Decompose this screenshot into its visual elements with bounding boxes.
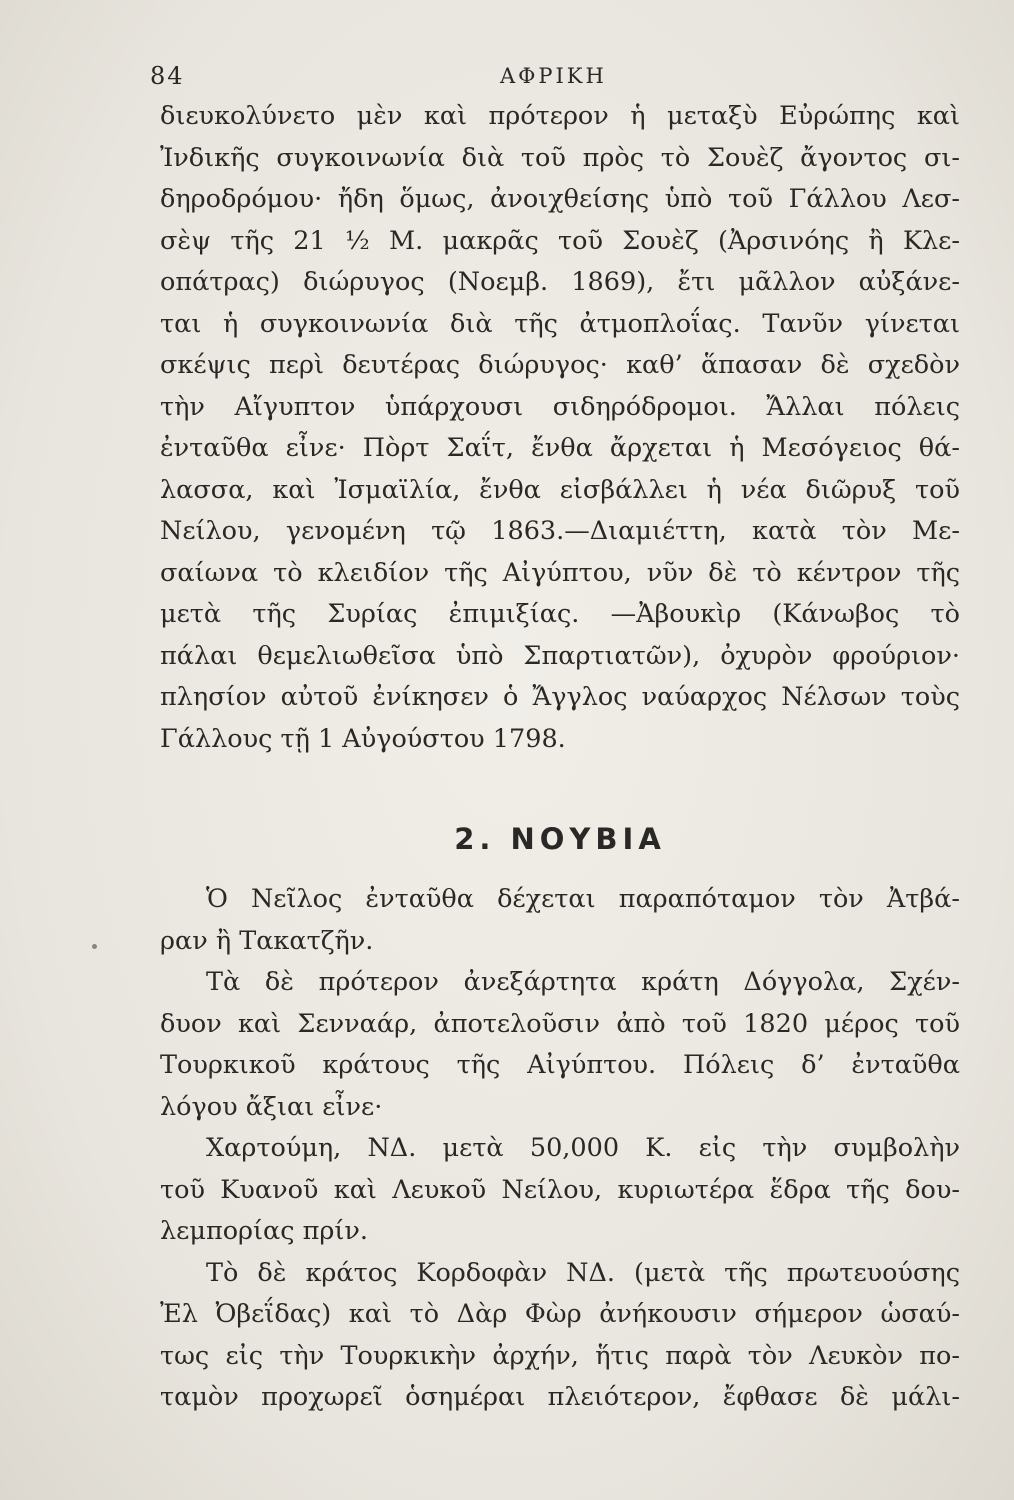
- page-header: [150, 62, 870, 92]
- text-line: λεμπορίας πρίν.: [160, 1216, 369, 1246]
- text-line: Ὁ Νεῖλος ἐνταῦθα δέχεται παραπόταμον τὸν Ἀτβά-: [206, 884, 960, 914]
- section-heading: 2. ΝΟΥΒΙΑ: [454, 822, 666, 856]
- text-line: οπάτρας) διώρυγος (Νοεμβ. 1869), ἔτι μᾶλλον αὐξάνε-: [160, 267, 960, 297]
- text-line: ται ἡ συγκοινωνία διὰ τῆς ἀτμοπλοΐας. Τανῦν γίνεται: [160, 308, 960, 339]
- text-line: ραν ἢ Τακατζῆν.: [160, 925, 374, 956]
- text-line: ἐνταῦθα εἶνε· Πὸρτ Σαΐτ, ἔνθα ἄρχεται ἡ Μεσόγειος θά-: [160, 433, 960, 463]
- text-line: Ἰνδικῆς συγκοινωνία διὰ τοῦ πρὸς τὸ Σουὲζ ἄγοντος σι-: [160, 142, 960, 173]
- text-line: σκέψις περὶ δευτέρας διώρυγος· καθ’ ἅπασαν δὲ σχεδὸν: [160, 350, 960, 380]
- text-line: δηροδρόμου· ἤδη ὅμως, ἀνοιχθείσης ὑπὸ τοῦ Γάλλου Λεσ-: [160, 184, 960, 214]
- text-line: πλησίον αὐτοῦ ἐνίκησεν ὁ Ἄγγλος ναύαρχος Νέλσων τοὺς: [160, 682, 960, 712]
- text-line: τοῦ Κυανοῦ καὶ Λευκοῦ Νείλου, κυριωτέρα ἕδρα τῆς δου-: [160, 1174, 960, 1205]
- text-line: Χαρτούμη, ΝΔ. μετὰ 50,000 Κ. εἰς τὴν συμβολὴν: [206, 1133, 960, 1163]
- text-line: Γάλλους τῇ 1 Αὐγούστου 1798.: [160, 723, 566, 754]
- text-line: σαίωνα τὸ κλειδίον τῆς Αἰγύπτου, νῦν δὲ τὸ κέντρον τῆς: [160, 557, 960, 588]
- paragraph-kordofan: [160, 1253, 960, 1419]
- text-line: πάλαι θεμελιωθεῖσα ὑπὸ Σπαρτιατῶν), ὀχυρὸν φρούριον·: [160, 640, 960, 671]
- text-line: Νείλου, γενομένη τῷ 1863.—Διαμιέττη, κατὰ τὸν Με-: [160, 516, 960, 546]
- text-line: τως εἰς τὴν Τουρκικὴν ἀρχήν, ἥτις παρὰ τὸν Λευκὸν πο-: [160, 1340, 960, 1371]
- text-line: λόγου ἄξιαι εἶνε·: [160, 1091, 383, 1122]
- page-number: 84: [150, 62, 185, 90]
- paragraph-states: [160, 962, 960, 1128]
- text-line: Ἐλ Ὀβεΐδας) καὶ τὸ Δὰρ Φὼρ ἀνήκουσιν σήμερον ὡσαύ-: [160, 1299, 960, 1329]
- text-line: λασσα, καὶ Ἰσμαϊλία, ἔνθα εἰσβάλλει ἡ νέα διῶρυξ τοῦ: [160, 474, 960, 505]
- text-line: τὴν Αἴγυπτον ὑπάρχουσι σιδηρόδρομοι. Ἄλλαι πόλεις: [160, 391, 960, 422]
- paper-speck: [92, 944, 97, 949]
- text-line: σὲψ τῆς 21 ½ Μ. μακρᾶς τοῦ Σουὲζ (Ἀρσινόης ἢ Κλε-: [160, 225, 960, 256]
- nubia-body: [160, 879, 960, 1419]
- paragraph-nile: [160, 879, 960, 962]
- paragraph-khartoum: [160, 1128, 960, 1253]
- text-line: μετὰ τῆς Συρίας ἐπιμιξίας. —Ἀβουκὶρ (Κάνωβος τὸ: [160, 599, 960, 629]
- running-head: ΑΦΡΙΚΗ: [500, 64, 607, 88]
- text-line: Τὸ δὲ κράτος Κορδοφὰν ΝΔ. (μετὰ τῆς πρωτευούσης: [206, 1257, 960, 1288]
- text-line: Τουρκικοῦ κράτους τῆς Αἰγύπτου. Πόλεις δ’ ἐνταῦθα: [160, 1050, 960, 1080]
- text-line: διευκολύνετο μὲν καὶ πρότερον ἡ μεταξὺ Εὐρώπης καὶ: [160, 101, 960, 131]
- text-line: Τὰ δὲ πρότερον ἀνεξάρτητα κράτη Δόγγολα, Σχέν-: [206, 967, 960, 997]
- text-line: δυον καὶ Σενναάρ, ἀποτελοῦσιν ἀπὸ τοῦ 1820 μέρος τοῦ: [160, 1008, 960, 1039]
- text-line: ταμὸν προχωρεῖ ὁσημέραι πλειότερον, ἔφθασε δὲ μάλι-: [160, 1382, 960, 1412]
- paragraph-suez: [160, 96, 960, 760]
